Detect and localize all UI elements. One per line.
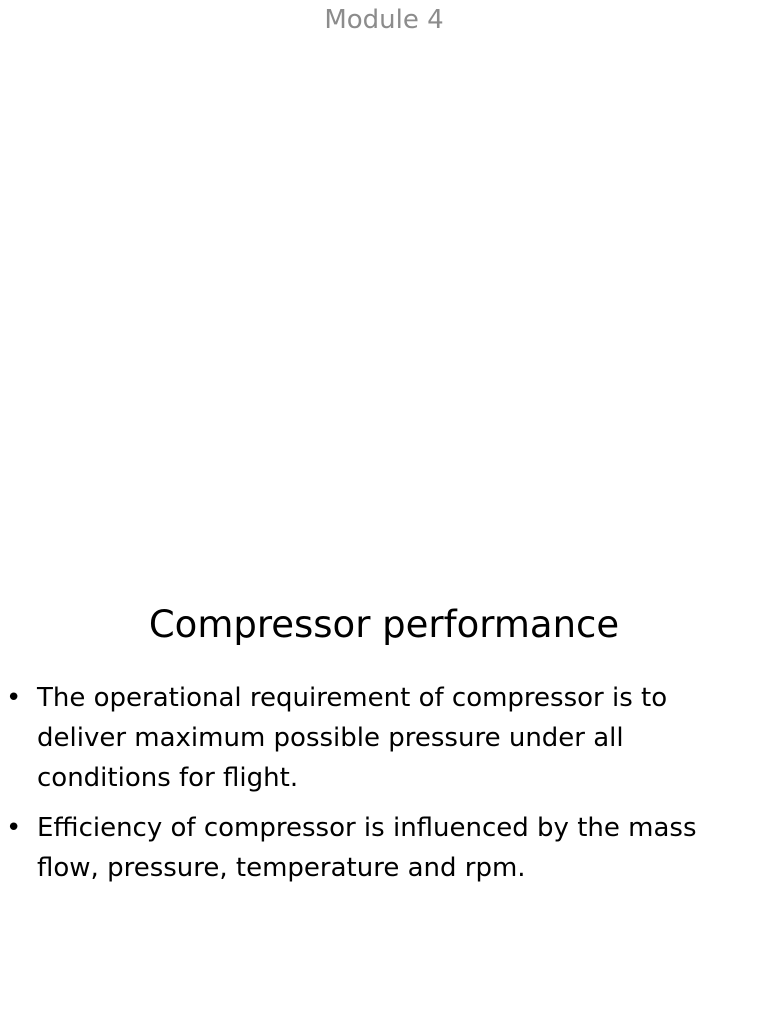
bullet-dot-icon: • — [6, 683, 22, 713]
slide-title: Compressor performance — [148, 603, 620, 646]
bullet-item — [0, 808, 738, 888]
bullet-item — [0, 678, 738, 798]
module-label: Module 4 — [324, 5, 444, 35]
bullet-dot-icon: • — [6, 813, 22, 843]
bullet-list — [0, 678, 738, 898]
bullet-text: Efficiency of compressor is influenced by the mass flow, pressure, temperature and rpm. — [37, 813, 697, 883]
bullet-text: The operational requirement of compressor is to deliver maximum possible pressure under all conditions for flight. — [37, 683, 668, 793]
